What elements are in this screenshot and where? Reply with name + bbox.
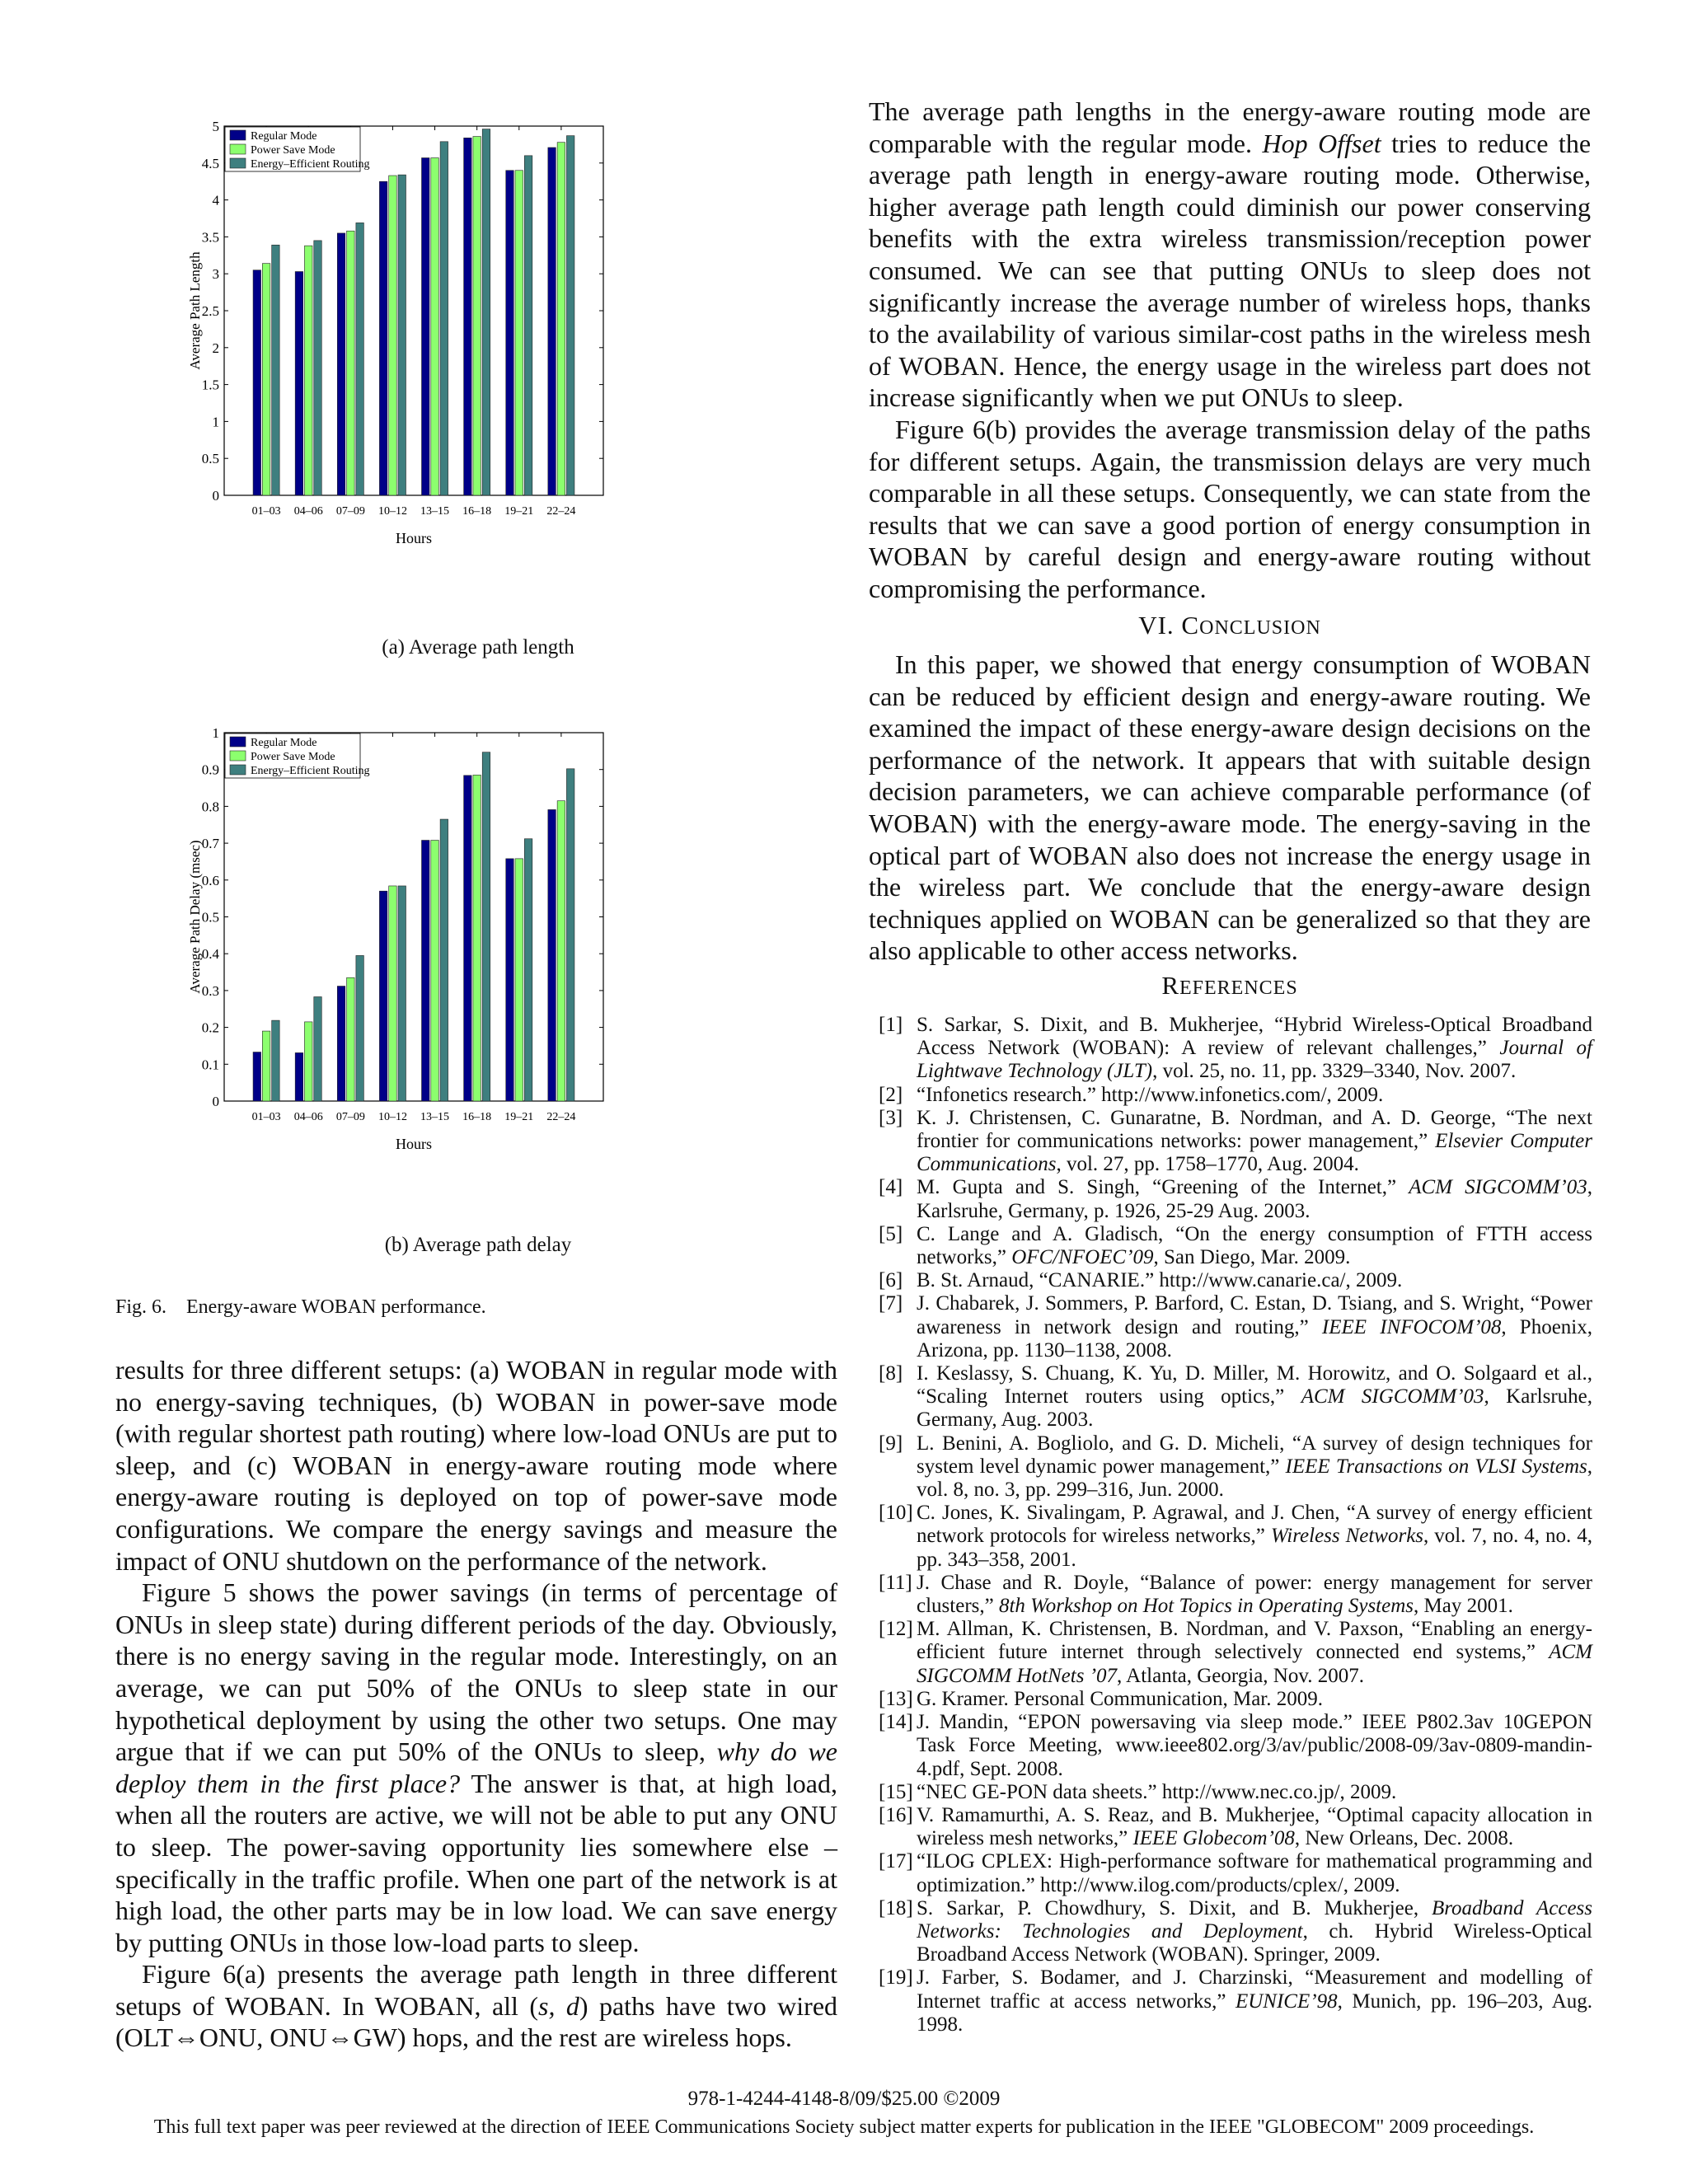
text-run: B. St. Arnaud, “CANARIE.” http://www.canarie.ca/, 2009.: [917, 1269, 1403, 1292]
bar-regular: [422, 158, 430, 495]
text-run: “Infonetics research.” http://www.infonetics.com/, 2009.: [917, 1083, 1384, 1106]
heading-rest: EFERENCES: [1179, 977, 1298, 1000]
y-tick-label: 3: [212, 266, 219, 283]
reference-item: [879, 1572, 1592, 1618]
bar-regular: [295, 1052, 303, 1101]
x-tick-label: 19–21: [504, 505, 534, 518]
y-tick-label: 5: [212, 119, 219, 134]
text-run: The average path lengths in the energy-aware routing mode are comparable with the regular mode.: [869, 96, 1591, 158]
text-run: V. Ramamurthi, A. S. Reaz, and B. Mukherjee, “Optimal capacity allocation in wireless mesh networks,”: [917, 1803, 1592, 1850]
y-tick-label: 1.5: [201, 377, 219, 393]
reference-number: [9]: [879, 1432, 903, 1455]
legend-label: Power Save Mode: [251, 751, 335, 763]
conclusion-paragraph: In this paper, we showed that energy consumption of WOBAN can be reduced by efficient design and energy-aware routing. We examined the impact of these energy-aware design decisions on the performance of the network. It appears that with suitable design decision parameters, we can achieve comparable performance (of WOBAN) with the energy-aware mode. The energy-saving in the optical part of WOBAN also does not increase the energy usage in the wireless part. We conclude that the energy-aware design techniques applied on WOBAN can be generalized so that they are also applicable to other access networks.: [869, 649, 1591, 966]
text-run: , vol. 7, no. 4, no. 4, pp. 343–358, 2001.: [917, 1525, 1592, 1571]
italic-run: Wireless Networks: [1270, 1525, 1424, 1548]
bar-power-save: [473, 137, 481, 495]
bar-energy-efficient: [482, 129, 490, 495]
reference-number: [11]: [879, 1571, 912, 1594]
reference-item: [879, 1107, 1592, 1177]
reference-number: [6]: [879, 1269, 903, 1292]
bar-energy-efficient: [314, 996, 322, 1101]
bar-energy-efficient: [482, 752, 490, 1101]
legend-swatch: [230, 751, 246, 761]
legend-swatch: [230, 737, 246, 747]
legend-label: Regular Mode: [251, 737, 317, 749]
text-run: J. Mandin, “EPON powersaving via sleep mode.” IEEE P802.3av 10GEPON Task Force Meeting, www.ieee802.org/3/av/public/2008-09/3av-0809-mandin-4.pdf, Sept. 2008.: [917, 1711, 1592, 1780]
reference-item: [879, 1502, 1592, 1572]
reference-text: [917, 1432, 1592, 1502]
bar-regular: [464, 138, 472, 495]
y-tick-label: 0.1: [201, 1057, 219, 1073]
y-tick-label: 3.5: [201, 229, 219, 246]
italic-run: ACM SIGCOMM HotNets ’07: [917, 1641, 1592, 1687]
x-axis-label: Hours: [396, 1136, 432, 1152]
text-run: S. Sarkar, S. Dixit, and B. Mukherjee, “Hybrid Wireless-Optical Broadband Access Network (WOBAN): A review of relevant challenges,”: [917, 1014, 1592, 1060]
reference-text: [917, 1711, 1592, 1781]
y-tick-label: 0.3: [201, 982, 219, 999]
heading-initial: R: [1161, 971, 1179, 1001]
legend-label: Power Save Mode: [251, 144, 335, 157]
y-tick-label: 0.5: [201, 909, 219, 926]
bar-energy-efficient: [524, 839, 532, 1101]
text-run: Figure 6(a) presents the average path length in three different setups of WOBAN. In WOBAN, all (: [115, 1959, 837, 2021]
reference-text: [917, 1292, 1592, 1362]
x-tick-label: 10–12: [377, 1111, 407, 1123]
footer-isbn: 978-1-4244-4148-8/09/$25.00 ©2009: [687, 2088, 1001, 2110]
italic-run: Broadband Access Networks: Technologies and Deployment: [917, 1896, 1593, 1943]
x-tick-label: 04–06: [293, 1111, 323, 1123]
reference-text: [917, 1618, 1592, 1688]
references-list: [879, 1014, 1592, 2036]
text-run: results for three different setups: (a) WOBAN in regular mode with no energy-saving techniques, (b) WOBAN in power-save mode (with regular shortest path routing) where low-load ONUs are put to sleep, and (c) WOBAN in energy-aware routing mode where energy-aware routing is deployed on top of power-save mode configurations. We compare the energy savings and measure the impact of ONU shutdown on the performance of the network.: [115, 1355, 837, 1576]
chart-average-path-delay: [181, 717, 791, 1212]
reference-item: [879, 1781, 1592, 1804]
bar-energy-efficient: [356, 955, 364, 1101]
text-run: J. Chase and R. Doyle, “Balance of power: energy management for server clusters,”: [917, 1571, 1592, 1618]
legend-swatch: [230, 158, 246, 168]
bar-energy-efficient: [272, 245, 280, 495]
italic-run: Elsevier Computer Communications: [917, 1130, 1592, 1176]
paragraph: [869, 96, 1591, 414]
y-tick-label: 0: [212, 1094, 219, 1109]
text-run: tries to reduce the average path length in energy-aware routing mode. Otherwise, higher average path length could diminish our power conserving benefits with the extra wireless transmission/reception power consumed. We can see that putting ONUs to sleep does not significantly increase the average number of wireless hops, thanks to the availability of various similar-cost paths in the wireless mesh of WOBAN. Hence, the energy usage in the wireless part does not increase significantly when we put ONUs to sleep.: [869, 128, 1592, 413]
reference-number: [15]: [879, 1780, 913, 1803]
bar-power-save: [389, 886, 397, 1101]
x-tick-label: 07–09: [335, 505, 365, 518]
italic-run: EUNICE’98: [1235, 1990, 1338, 2013]
reference-number: [1]: [879, 1014, 903, 1036]
reference-text: [917, 1014, 1592, 1084]
bar-energy-efficient: [440, 819, 448, 1101]
text-run: Figure 5 shows the power savings (in terms of percentage of ONUs in sleep state) during different periods of the day. Obviously, there is no energy saving in the regular mode. Interestingly, on an average, we can put 50% of the ONUs to sleep state in our hypothetical deployment by using the other two setups. One may argue that if we can put 50% of the ONUs to sleep,: [115, 1577, 837, 1767]
legend-swatch: [230, 765, 246, 775]
reference-number: [14]: [879, 1711, 913, 1734]
bar-regular: [295, 272, 303, 495]
reference-item: [879, 1804, 1592, 1850]
legend-label: Regular Mode: [251, 130, 317, 143]
reference-item: [879, 1711, 1592, 1781]
bar-power-save: [262, 264, 270, 495]
reference-item: [879, 1292, 1592, 1362]
reference-number: [17]: [879, 1850, 913, 1873]
bar-regular: [379, 181, 387, 495]
x-tick-label: 13–15: [420, 505, 450, 518]
reference-text: [917, 1176, 1592, 1222]
italic-run: ACM SIGCOMM’03: [1301, 1385, 1484, 1408]
text-run: , San Diego, Mar. 2009.: [1153, 1246, 1351, 1269]
reference-item: [879, 1850, 1592, 1896]
x-tick-label: 22–24: [546, 505, 576, 518]
reference-item: [879, 1897, 1592, 1967]
reference-item: [879, 1176, 1592, 1222]
bar-energy-efficient: [440, 142, 448, 495]
bar-energy-efficient: [566, 769, 574, 1101]
bar-energy-efficient: [524, 156, 532, 495]
text-run: C. Lange and A. Gladisch, “On the energy consumption of FTTH access networks,”: [917, 1222, 1592, 1269]
plot-area: [224, 733, 603, 1101]
reference-item: [879, 1966, 1592, 2036]
x-tick-label: 13–15: [420, 1111, 450, 1123]
legend-swatch: [230, 144, 246, 154]
y-tick-label: 2: [212, 340, 219, 356]
italic-run: Hop Offset: [1262, 128, 1381, 158]
x-tick-label: 04–06: [293, 505, 323, 518]
italic-run: IEEE Globecom’08: [1132, 1827, 1295, 1850]
text-run: “ILOG CPLEX: High-performance software for mathematical programming and optimization.” http://www.ilog.com/products/cplex/, 2009.: [917, 1850, 1592, 1896]
y-tick-label: 0.6: [201, 872, 219, 888]
heading-rest: ONCLUSION: [1199, 616, 1321, 639]
plot-area: [224, 126, 603, 495]
text-run: , ch. Hybrid Wireless-Optical Broadband Access Network (WOBAN). Springer, 2009.: [917, 1919, 1593, 1966]
reference-text: [917, 1223, 1592, 1269]
text-run: , vol. 27, pp. 1758–1770, Aug. 2004.: [1056, 1153, 1359, 1176]
y-tick-label: 0.8: [201, 799, 219, 815]
reference-item: [879, 1084, 1592, 1107]
bar-regular: [253, 1052, 261, 1101]
bar-power-save: [515, 171, 523, 495]
reference-text: [917, 1107, 1592, 1177]
y-axis-label: Average Path Length: [187, 251, 203, 370]
x-tick-label: 16–18: [462, 1111, 492, 1123]
italic-run: ACM SIGCOMM’03: [1409, 1176, 1587, 1199]
reference-item: [879, 1688, 1592, 1711]
bar-power-save: [262, 1031, 270, 1101]
heading-number: VI.: [1138, 610, 1182, 640]
x-tick-label: 19–21: [504, 1111, 534, 1123]
paragraph: [869, 414, 1591, 605]
reference-number: [4]: [879, 1176, 903, 1199]
heading-initial: C: [1181, 610, 1200, 640]
text-run: , Karlsruhe, Germany, Aug. 2003.: [917, 1385, 1592, 1432]
bar-regular: [548, 148, 556, 495]
y-tick-label: 1: [212, 414, 219, 430]
reference-text: [917, 1781, 1592, 1804]
bar-energy-efficient: [398, 886, 406, 1101]
reference-text: [917, 1850, 1592, 1896]
text-run: C. Jones, K. Sivalingam, P. Agrawal, and J. Chen, “A survey of energy efficient network protocols for wireless networks,”: [917, 1502, 1592, 1548]
y-tick-label: 0.5: [201, 451, 219, 467]
reference-number: [13]: [879, 1687, 913, 1710]
reference-text: [917, 1362, 1592, 1432]
text-run: K. J. Christensen, C. Gunaratne, B. Nordman, and A. D. George, “The next frontier for communications networks: power management,”: [917, 1106, 1592, 1153]
text-run: M. Allman, K. Christensen, B. Nordman, and V. Paxson, “Enabling an energy-efficient future internet through selectively connected end systems,”: [917, 1618, 1592, 1664]
subcaption-a: (a) Average path length: [382, 636, 574, 658]
left-column-text: [115, 1354, 837, 2054]
right-column-text: [869, 96, 1591, 1010]
bar-energy-efficient: [272, 1020, 280, 1101]
text-run: , Karlsruhe, Germany, p. 1926, 25-29 Aug. 2003.: [917, 1176, 1592, 1222]
text-run: S. Sarkar, P. Chowdhury, S. Dixit, and B. Mukherjee,: [917, 1896, 1432, 1919]
figure-caption: Fig. 6. Energy-aware WOBAN performance.: [115, 1296, 486, 1318]
bar-power-save: [473, 775, 481, 1101]
x-tick-label: 10–12: [377, 505, 407, 518]
text-run: ) paths have two wired (OLT⇔ONU, ONU⇔GW) hops, and the rest are wireless hops.: [115, 1990, 838, 2053]
reference-number: [5]: [879, 1222, 903, 1245]
reference-text: [917, 1572, 1592, 1618]
x-tick-label: 07–09: [335, 1111, 365, 1123]
bar-energy-efficient: [398, 175, 406, 495]
bar-energy-efficient: [566, 136, 574, 495]
reference-item: [879, 1223, 1592, 1269]
x-tick-label: 01–03: [251, 1111, 281, 1123]
bar-energy-efficient: [356, 223, 364, 495]
paragraph: [115, 1577, 837, 1958]
reference-text: [917, 1084, 1592, 1107]
bar-power-save: [515, 859, 523, 1101]
y-tick-label: 0.7: [201, 836, 219, 852]
chart-average-path-length: [181, 107, 791, 602]
reference-item: [879, 1362, 1592, 1432]
bar-power-save: [557, 801, 565, 1101]
bar-power-save: [347, 977, 355, 1101]
reference-number: [16]: [879, 1803, 913, 1826]
paragraph: [115, 1958, 837, 2054]
bar-power-save: [347, 231, 355, 495]
reference-number: [2]: [879, 1083, 903, 1106]
text-run: , Munich, pp. 196–203, Aug. 1998.: [917, 1990, 1592, 2036]
italic-run: IEEE Transactions on VLSI Systems: [1285, 1455, 1587, 1478]
bar-regular: [253, 270, 261, 495]
reference-number: [3]: [879, 1106, 903, 1129]
reference-text: [917, 1804, 1592, 1850]
reference-text: [917, 1502, 1592, 1572]
section-heading-references: [869, 970, 1591, 1005]
reference-text: [917, 1688, 1592, 1711]
bar-power-save: [431, 158, 439, 495]
italic-run: why do we deploy them in the first place?: [115, 1736, 838, 1798]
reference-text: [917, 1897, 1592, 1967]
text-run: L. Benini, A. Bogliolo, and G. D. Micheli, “A survey of design techniques for system level dynamic power management,”: [917, 1432, 1592, 1478]
y-tick-label: 4: [212, 192, 219, 209]
reference-number: [19]: [879, 1966, 913, 1990]
reference-number: [7]: [879, 1292, 903, 1315]
x-axis-label: Hours: [396, 530, 432, 546]
reference-number: [18]: [879, 1896, 913, 1919]
italic-run: Journal of Lightwave Technology (JLT): [917, 1037, 1593, 1083]
x-tick-label: 22–24: [546, 1111, 576, 1123]
reference-item: [879, 1269, 1592, 1292]
italic-run: 8th Workshop on Hot Topics in Operating Systems: [998, 1595, 1414, 1618]
x-tick-label: 16–18: [462, 505, 492, 518]
reference-text: [917, 1966, 1592, 2036]
text-run: , Phoenix, Arizona, pp. 1130–1138, 2008.: [917, 1315, 1592, 1361]
paragraph: [115, 1354, 837, 1577]
y-tick-label: 4.5: [201, 155, 219, 171]
reference-number: [8]: [879, 1362, 903, 1385]
text-run: , May 2001.: [1414, 1595, 1513, 1618]
legend: [225, 733, 370, 778]
text-run: “NEC GE-PON data sheets.” http://www.nec.co.jp/, 2009.: [917, 1780, 1397, 1803]
text-run: I. Keslassy, S. Chuang, K. Yu, D. Miller, M. Horowitz, and O. Solgaard et al., “Scaling Internet routers using optics,”: [917, 1362, 1592, 1408]
section-heading-conclusion: [869, 610, 1591, 644]
text-run: M. Gupta and S. Singh, “Greening of the Internet,”: [917, 1176, 1409, 1199]
bar-power-save: [389, 176, 397, 495]
bar-power-save: [304, 1022, 312, 1101]
italic-run: OFC/NFOEC’09: [1011, 1246, 1154, 1269]
bar-regular: [422, 841, 430, 1101]
text-run: , New Orleans, Dec. 2008.: [1294, 1827, 1514, 1850]
text-run: J. Farber, S. Bodamer, and J. Charzinski, “Measurement and modelling of Internet traffic at access networks,”: [917, 1966, 1592, 2013]
y-tick-label: 0.4: [201, 946, 219, 963]
legend-swatch: [230, 130, 246, 140]
y-tick-label: 0.9: [201, 762, 219, 778]
legend-label: Energy–Efficient Routing: [251, 765, 370, 777]
bar-power-save: [431, 841, 439, 1101]
y-axis-label: Average Path Delay (msec): [187, 840, 203, 994]
bar-energy-efficient: [314, 241, 322, 495]
italic-run: s, d: [538, 1990, 579, 2021]
legend-label: Energy–Efficient Routing: [251, 158, 370, 171]
reference-number: [10]: [879, 1502, 913, 1525]
italic-run: IEEE INFOCOM’08: [1321, 1315, 1502, 1338]
reference-text: [917, 1269, 1592, 1292]
bar-power-save: [304, 246, 312, 495]
text-run: The answer is that, at high load, when all the routers are active, we will not be able to put any ONU to sleep. The power-saving opportunity lies somewhere else – specifically in the traffic profile. When one part of the network is at high load, the other parts may be in low load. We can save energy by putting ONUs in those low-load parts to sleep.: [115, 1768, 837, 1957]
y-tick-label: 2.5: [201, 303, 219, 319]
y-tick-label: 0: [212, 488, 219, 504]
reference-item: [879, 1014, 1592, 1084]
reference-item: [879, 1618, 1592, 1688]
text-run: , vol. 25, no. 11, pp. 3329–3340, Nov. 2007.: [1152, 1060, 1517, 1083]
bar-regular: [464, 776, 472, 1101]
reference-item: [879, 1432, 1592, 1502]
footer-note: This full text paper was peer reviewed at the direction of IEEE Communications Society subject matter experts for publication in the IEEE "GLOBECOM" 2009 proceedings.: [153, 2116, 1535, 2138]
bar-regular: [506, 171, 514, 495]
bar-regular: [379, 891, 387, 1101]
bar-power-save: [557, 143, 565, 495]
text-run: , Atlanta, Georgia, Nov. 2007.: [1117, 1664, 1364, 1687]
reference-number: [12]: [879, 1618, 913, 1641]
bar-regular: [337, 233, 345, 495]
text-run: Figure 6(b) provides the average transmission delay of the paths for different setups. Again, the transmission delays are very much comparable in all these setups. Consequently, we can state from the results that we can save a good portion of energy consumption in WOBAN by careful design and energy-aware routing without compromising the performance.: [869, 414, 1591, 603]
bar-regular: [337, 987, 345, 1101]
text-run: J. Chabarek, J. Sommers, P. Barford, C. Estan, D. Tsiang, and S. Wright, “Power awareness in network design and routing,”: [917, 1292, 1592, 1338]
bar-regular: [548, 809, 556, 1101]
y-tick-label: 1: [212, 725, 219, 741]
text-run: G. Kramer. Personal Communication, Mar. 2009.: [917, 1687, 1323, 1710]
y-tick-label: 0.2: [201, 1019, 219, 1036]
text-run: , vol. 8, no. 3, pp. 299–316, Jun. 2000.: [917, 1455, 1592, 1502]
subcaption-b: (b) Average path delay: [384, 1234, 572, 1256]
bar-regular: [506, 859, 514, 1101]
x-tick-label: 01–03: [251, 505, 281, 518]
legend: [225, 127, 370, 171]
